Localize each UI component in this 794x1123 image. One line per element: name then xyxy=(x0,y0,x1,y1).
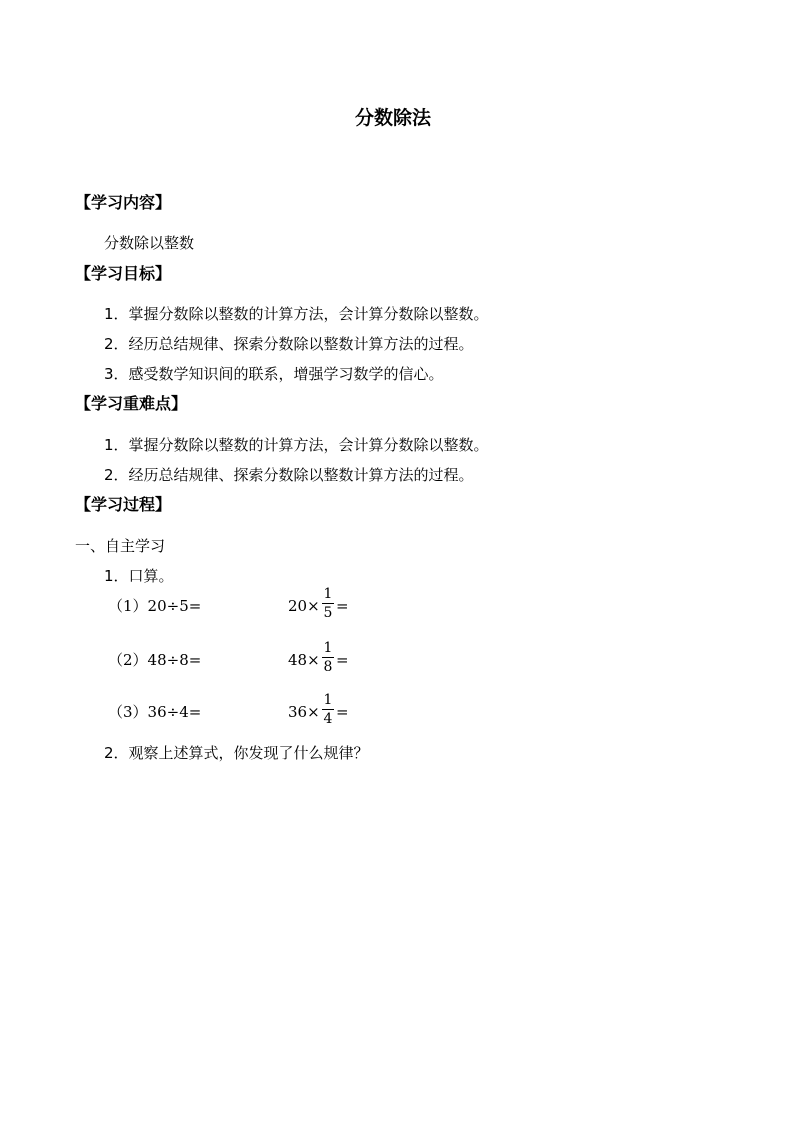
exercise-label: （3）36÷4= xyxy=(108,703,202,721)
fraction-bar xyxy=(322,709,334,710)
exercise-product: 36× xyxy=(288,703,320,721)
goal-item: 1．掌握分数除以整数的计算方法，会计算分数除以整数。 xyxy=(104,305,489,323)
section-heading-goals: 【学习目标】 xyxy=(75,264,172,283)
goal-item: 2．经历总结规律、探索分数除以整数计算方法的过程。 xyxy=(104,335,474,353)
fraction xyxy=(322,640,334,675)
fraction-denominator: 5 xyxy=(323,605,333,621)
question-2: 2．观察上述算式，你发现了什么规律？ xyxy=(104,744,369,762)
section-heading-process: 【学习过程】 xyxy=(75,495,172,514)
fraction-numerator: 1 xyxy=(323,692,333,708)
exercise-label: （1）20÷5= xyxy=(108,597,202,615)
page-title: 分数除法 xyxy=(355,107,432,129)
fraction xyxy=(322,692,334,727)
part-heading: 一、自主学习 xyxy=(75,537,166,555)
exercise-equals: = xyxy=(336,651,349,669)
fraction-denominator: 4 xyxy=(323,711,333,727)
fraction-denominator: 8 xyxy=(323,659,333,675)
content-text: 分数除以整数 xyxy=(104,234,195,252)
fraction-numerator: 1 xyxy=(323,586,333,602)
exercise-product: 48× xyxy=(288,651,320,669)
fraction xyxy=(322,586,334,621)
key-point-item: 2．经历总结规律、探索分数除以整数计算方法的过程。 xyxy=(104,466,474,484)
exercise-equals: = xyxy=(336,597,349,615)
question-1: 1．口算。 xyxy=(104,567,174,585)
exercise-product: 20× xyxy=(288,597,320,615)
section-heading-key-points: 【学习重难点】 xyxy=(75,394,188,413)
goal-item: 3．感受数学知识间的联系，增强学习数学的信心。 xyxy=(104,365,444,383)
section-heading-content: 【学习内容】 xyxy=(75,193,172,212)
exercise-equals: = xyxy=(336,703,349,721)
exercise-label: （2）48÷8= xyxy=(108,651,202,669)
fraction-numerator: 1 xyxy=(323,640,333,656)
fraction-bar xyxy=(322,603,334,604)
key-point-item: 1．掌握分数除以整数的计算方法，会计算分数除以整数。 xyxy=(104,436,489,454)
fraction-bar xyxy=(322,657,334,658)
